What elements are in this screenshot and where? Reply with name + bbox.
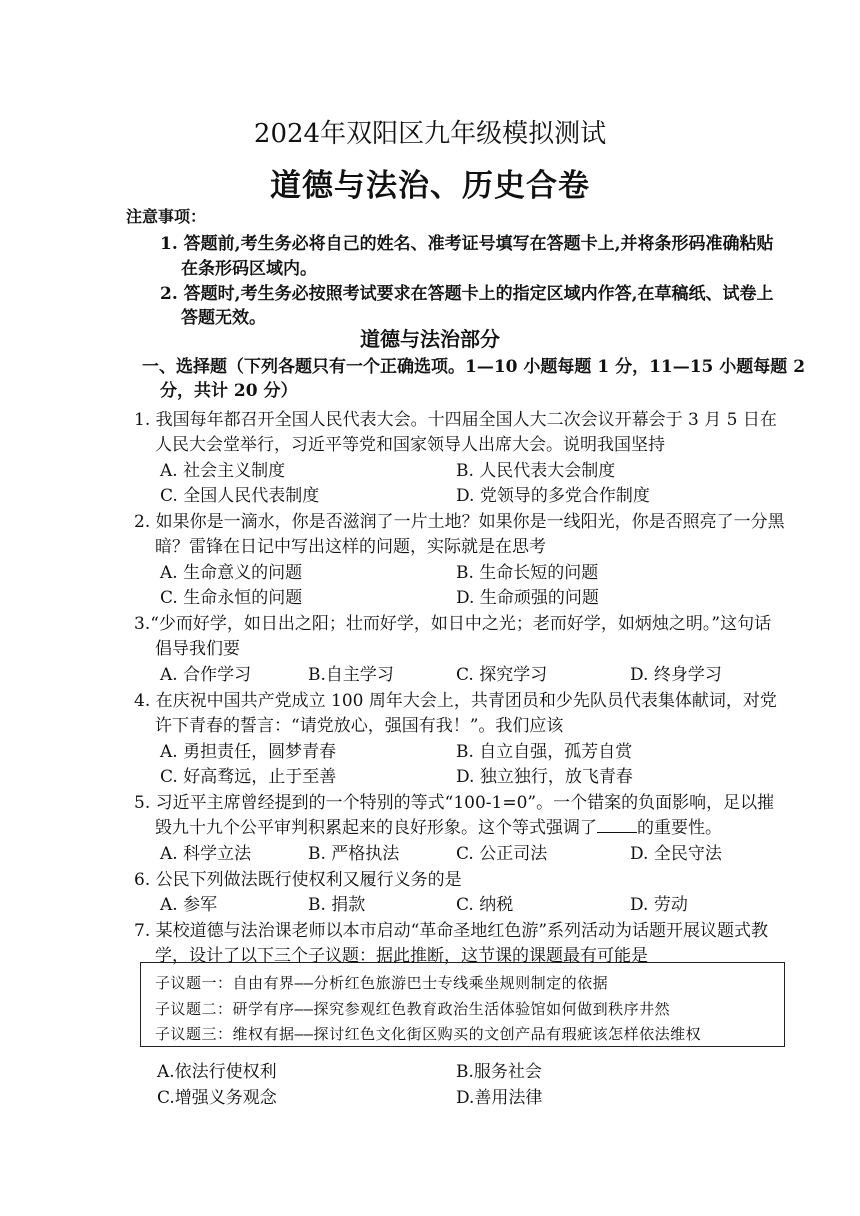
q1-option-b: B. 人民代表大会制度 (456, 461, 616, 481)
note-2-line2: 答题无效。 (181, 308, 266, 328)
answer-blank (597, 818, 637, 833)
q5-line1: 5. 习近平主席曾经提到的一个特别的等式“100-1=0”。一个错案的负面影响，足以摧 (134, 793, 775, 813)
note-1-line2: 在条形码区域内。 (181, 259, 317, 279)
q2-line1: 2. 如果你是一滴水，你是否滋润了一片土地？如果你是一线阳光，你是否照亮了一分黑 (134, 512, 785, 532)
q4-option-c: C. 好高骛远，止于至善 (160, 767, 337, 787)
q2-option-c: C. 生命永恒的问题 (160, 588, 303, 608)
q5-option-b: B. 严格执法 (308, 844, 400, 864)
q7-line1: 7. 某校道德与法治课老师以本市启动“革命圣地红色游”系列活动为话题开展议题式教 (134, 921, 769, 941)
q7-line2: 学，设计了以下三个子议题：据此推断，这节课的课题最有可能是 (155, 946, 648, 966)
q2-option-b: B. 生命长短的问题 (456, 563, 599, 583)
q5-line2-text: 毁九十九个公平审判积累起来的良好形象。这个等式强调了 (155, 818, 597, 838)
notes-heading: 注意事项： (126, 207, 207, 226)
q4-line1: 4. 在庆祝中国共产党成立 100 周年大会上，共青团员和少先队员代表集体献词，对党 (134, 691, 777, 711)
part1-heading-line1: 一、选择题（下列各题只有一个正确选项。1—10 小题每题 1 分，11—15 小题每题 2 (142, 357, 806, 377)
q5-option-d: D. 全民守法 (630, 844, 722, 864)
q1-option-c: C. 全国人民代表制度 (160, 486, 320, 506)
q4-option-a: A. 勇担责任，圆梦青春 (160, 742, 337, 762)
subtopic-2: 子议题二：研学有序——探究参观红色教育政治生活体验馆如何做到秩序井然 (155, 1000, 671, 1018)
q5-line2-tail: 的重要性。 (637, 818, 722, 838)
subtopic-1: 子议题一：自由有界——分析红色旅游巴士专线乘坐规则制定的依据 (155, 974, 609, 992)
q5-option-c: C. 公正司法 (456, 844, 548, 864)
exam-title: 2024年双阳区九年级模拟测试 (253, 119, 607, 149)
q3-option-a: A. 合作学习 (160, 665, 252, 685)
q2-option-d: D. 生命顽强的问题 (456, 588, 599, 608)
q2-option-a: A. 生命意义的问题 (160, 563, 303, 583)
q6-line1: 6. 公民下列做法既行使权利又履行义务的是 (134, 870, 462, 890)
q4-option-d: D. 独立独行，放飞青春 (456, 767, 633, 787)
exam-subtitle: 道德与法治、历史合卷 (270, 168, 590, 204)
q1-option-a: A. 社会主义制度 (160, 461, 286, 481)
q5-option-a: A. 科学立法 (160, 844, 252, 864)
q3-line1: 3.“少而好学，如日出之阳；壮而好学，如日中之光；老而好学，如炳烛之明。”这句话 (134, 614, 772, 634)
q1-option-d: D. 党领导的多党合作制度 (456, 486, 650, 506)
q1-line1: 1. 我国每年都召开全国人民代表大会。十四届全国人大二次会议开幕会于 3 月 5 日在 (134, 410, 777, 430)
q3-line2: 倡导我们要 (155, 639, 240, 659)
q4-option-b: B. 自立自强，孤芳自赏 (456, 742, 633, 762)
note-2-line1: 2. 答题时,考生务必按照考试要求在答题卡上的指定区域内作答,在草稿纸、试卷上 (160, 284, 774, 304)
q6-option-c: C. 纳税 (456, 895, 514, 915)
q7-option-d: D.善用法律 (456, 1088, 543, 1108)
q5-line2 (155, 813, 722, 838)
q6-option-a: A. 参军 (160, 895, 218, 915)
q2-line2: 暗？雷锋在日记中写出这样的问题，实际就是在思考 (155, 537, 546, 557)
subtopic-3: 子议题三：维权有据——探讨红色文化街区购买的文创产品有瑕疵该怎样依法维权 (155, 1025, 702, 1043)
q3-option-d: D. 终身学习 (630, 665, 722, 685)
part1-heading-line2: 分，共计 20 分） (160, 381, 298, 401)
q1-line2: 人民大会堂举行，习近平等党和国家领导人出席大会。说明我国坚持 (155, 435, 665, 455)
q3-option-b: B.自主学习 (308, 665, 394, 685)
q7-option-b: B.服务社会 (456, 1062, 542, 1082)
q7-option-c: C.增强义务观念 (157, 1088, 277, 1108)
q7-option-a: A.依法行使权利 (157, 1062, 277, 1082)
section-title: 道德与法治部分 (360, 327, 500, 351)
note-1-line1: 1. 答题前,考生务必将自己的姓名、准考证号填写在答题卡上,并将条形码准确粘贴 (160, 234, 774, 254)
q6-option-b: B. 捐款 (308, 895, 366, 915)
q4-line2: 许下青春的誓言：“请党放心，强国有我！”。我们应该 (155, 716, 564, 736)
q3-option-c: C. 探究学习 (456, 665, 548, 685)
q6-option-d: D. 劳动 (630, 895, 688, 915)
